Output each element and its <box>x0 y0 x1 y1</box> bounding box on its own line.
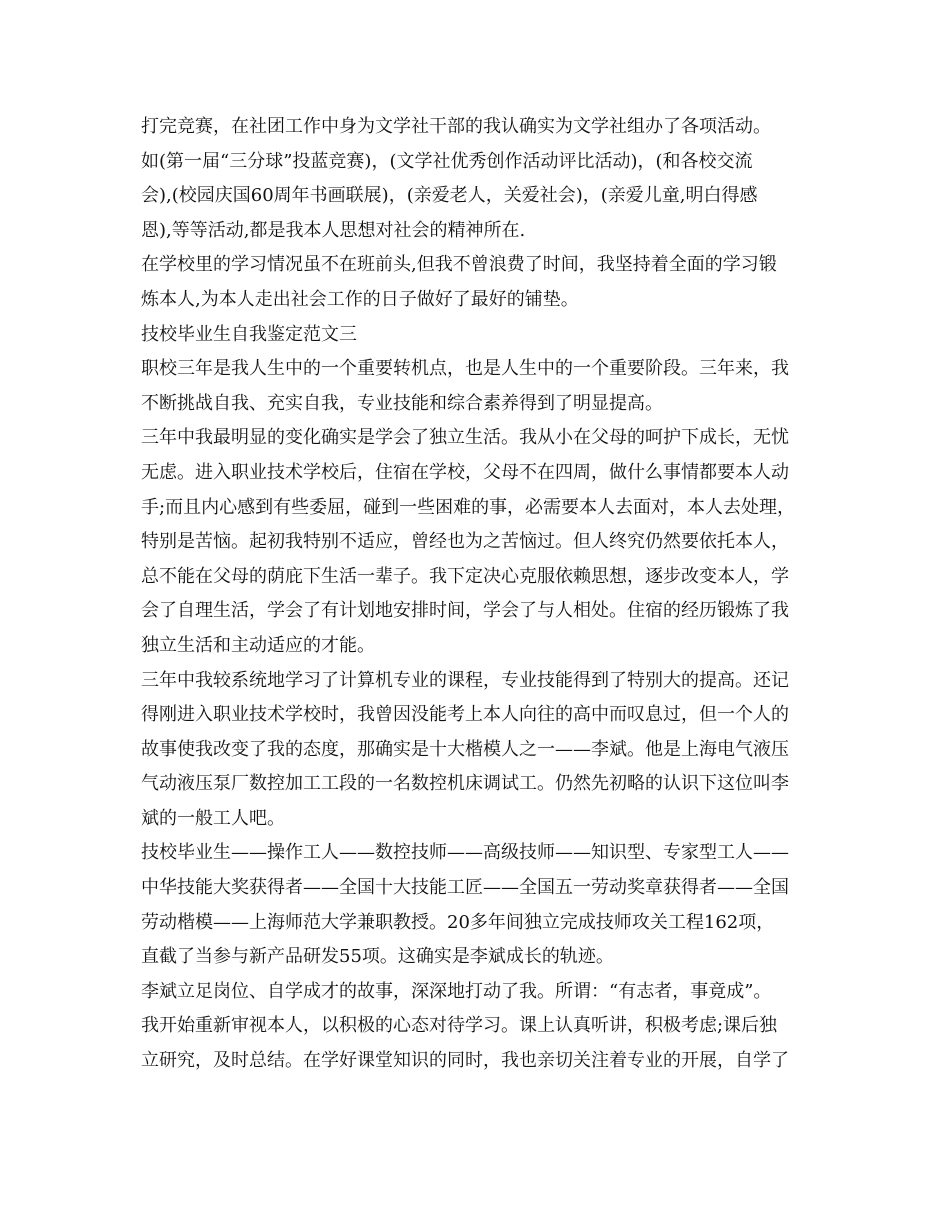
text-line: 会了自理生活，学会了有计划地安排时间，学会了与人相处。住宿的经历锻炼了我 <box>141 600 789 622</box>
text-line: 立研究，及时总结。在学好课堂知识的同时，我也亲切关注着专业的开展，自学了 <box>141 1050 789 1072</box>
text-line: 总不能在父母的荫庇下生活一辈子。我下定决心克服依赖思想，逐步改变本人，学 <box>141 565 789 587</box>
text-line: 三年中我较系统地学习了计算机专业的课程，专业技能得到了特别大的提高。还记 <box>141 669 789 691</box>
text-line: 独立生活和主动适应的才能。 <box>141 634 375 656</box>
text-line: 会),(校园庆国60周年书画联展)，(亲爱老人，关爱社会)，(亲爱儿童,明白得感 <box>141 185 758 207</box>
text-line: 直截了当参与新产品研发55项。这确实是李斌成长的轨迹。 <box>141 946 614 968</box>
text-line: 中华技能大奖获得者——全国十大技能工匠——全国五一劳动奖章获得者——全国 <box>141 877 789 899</box>
text-line: 李斌立足岗位、自学成才的故事，深深地打动了我。所谓：“有志者，事竟成”。 <box>141 980 772 1002</box>
text-line: 手;而且内心感到有些委屈，碰到一些困难的事，必需要本人去面对，本人去处理， <box>141 496 796 518</box>
text-line: 职校三年是我人生中的一个重要转机点，也是人生中的一个重要阶段。三年来，我 <box>141 358 789 380</box>
text-line: 得刚进入职业技术学校时，我曾因没能考上本人向往的高中而叹息过，但一个人的 <box>141 704 789 726</box>
text-line: 故事使我改变了我的态度，那确实是十大楷模人之一——李斌。他是上海电气液压 <box>141 738 789 760</box>
text-line: 斌的一般工人吧。 <box>141 807 285 829</box>
text-line: 我开始重新审视本人，以积极的心态对待学习。课上认真听讲，积极考虑;课后独 <box>141 1015 778 1037</box>
text-line: 无虑。进入职业技术学校后，住宿在学校，父母不在四周，做什么事情都要本人动 <box>141 461 789 483</box>
text-line: 如(第一届“三分球”投蓝竞赛)，(文学社优秀创作活动评比活动)，(和各校交流 <box>141 150 753 172</box>
text-line: 技校毕业生——操作工人——数控技师——高级技师——知识型、专家型工人—— <box>141 842 789 864</box>
text-line: 恩),等等活动,都是我本人思想对社会的精神所在. <box>141 219 526 241</box>
text-line: 劳动楷模——上海师范大学兼职教授。20多年间独立完成技师攻关工程162项， <box>141 911 775 933</box>
text-line: 炼本人,为本人走出社会工作的日子做好了最好的铺垫。 <box>141 288 579 310</box>
text-line: 三年中我最明显的变化确实是学会了独立生活。我从小在父母的呵护下成长，无忧 <box>141 427 789 449</box>
document-body <box>141 110 821 1079</box>
text-line: 打完竞赛，在社团工作中身为文学社干部的我认确实为文学社组办了各项活动。 <box>141 116 771 137</box>
text-line: 在学校里的学习情况虽不在班前头,但我不曾浪费了时间，我坚持着全面的学习锻 <box>141 254 777 276</box>
text-line: 气动液压泵厂数控加工工段的一名数控机床调试工。仍然先初略的认识下这位叫李 <box>141 773 789 795</box>
text-line: 特别是苦恼。起初我特别不适应，曾经也为之苦恼过。但人终究仍然要依托本人， <box>141 531 789 553</box>
text-line: 不断挑战自我、充实自我，专业技能和综合素养得到了明显提高。 <box>141 392 663 414</box>
section-heading: 技校毕业生自我鉴定范文三 <box>141 323 357 345</box>
